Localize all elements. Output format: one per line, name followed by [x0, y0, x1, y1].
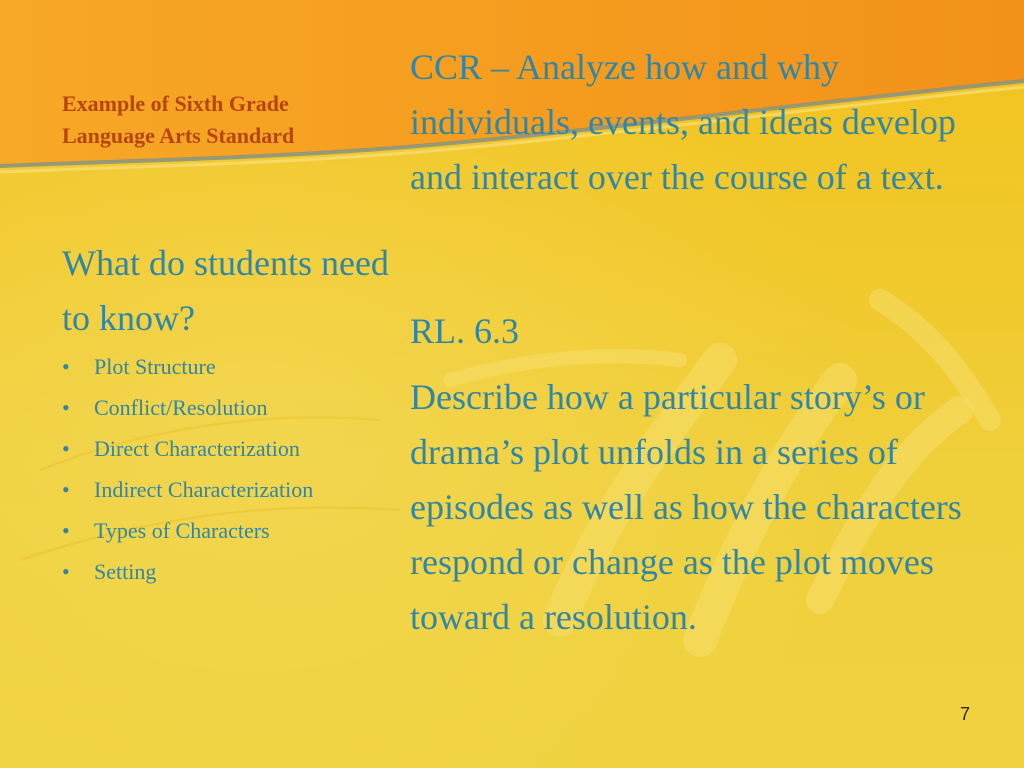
bullet-item: [62, 510, 402, 551]
bullet-list: [62, 346, 402, 592]
bullet-icon: •: [62, 518, 70, 543]
bullet-text: Plot Structure: [94, 354, 216, 379]
bullet-icon: •: [62, 436, 70, 461]
bullet-item: [62, 551, 402, 592]
bullet-text: Conflict/Resolution: [94, 395, 268, 420]
bullet-item: [62, 387, 402, 428]
bullet-text: Direct Characterization: [94, 436, 300, 461]
bullet-icon: •: [62, 354, 70, 379]
slide-title: Example of Sixth Grade Language Arts Standard: [62, 91, 295, 148]
bullet-text: Setting: [94, 559, 157, 584]
bullet-item: [62, 346, 402, 387]
bullet-item: [62, 428, 402, 469]
bullet-item: [62, 469, 402, 510]
ccr-standard-text: CCR – Analyze how and why individuals, events, and ideas develop and interact over the course of a text.: [410, 47, 956, 197]
bullet-text: Types of Characters: [94, 518, 270, 543]
standard-description: Describe how a particular story’s or drama’s plot unfolds in a series of episodes as well as how the characters respond or change as the plot moves toward a resolution.: [410, 377, 962, 637]
page-number: 7: [959, 704, 970, 724]
bullet-icon: •: [62, 395, 70, 420]
bullet-text: Indirect Characterization: [94, 477, 314, 502]
bullet-icon: •: [62, 559, 70, 584]
standard-code: RL. 6.3: [410, 311, 520, 351]
bullet-icon: •: [62, 477, 70, 502]
section-question: What do students need to know?: [62, 243, 389, 338]
